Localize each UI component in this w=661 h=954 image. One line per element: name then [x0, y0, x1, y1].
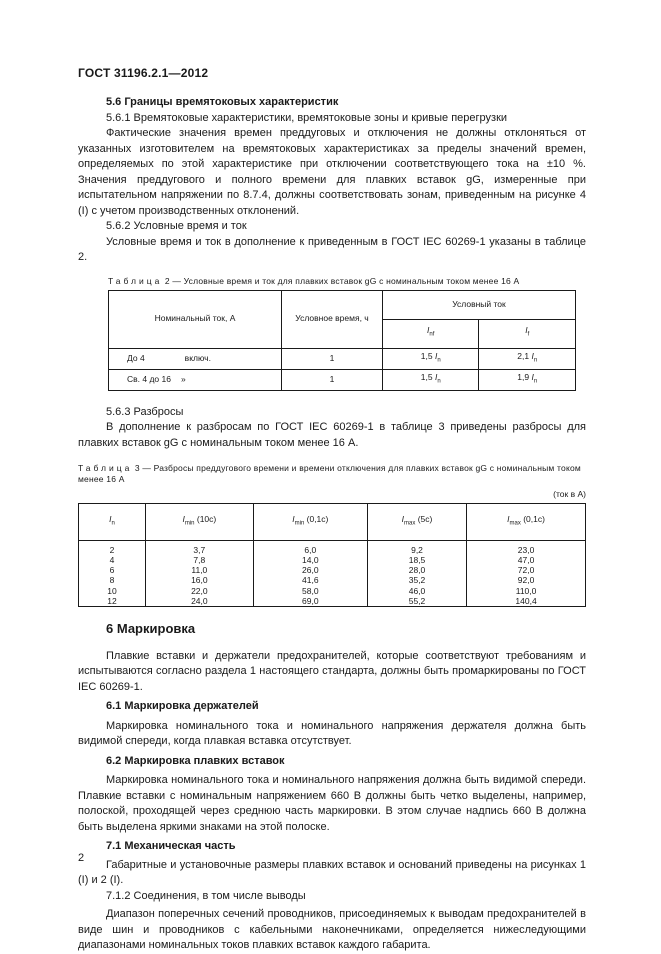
t3-cell: 72,0 [517, 565, 535, 576]
t3-cell: 14,0 [302, 555, 319, 566]
t3-cell: 18,5 [408, 555, 426, 566]
t2-header-inf: $I_{nf}$ [383, 319, 479, 348]
clause-5-6-3-body: В дополнение к разбросам по ГОСТ IEC 60269-1 в таблице 3 приведены разбросы для плавких вставок gG с номинальным током менее 16 А. [78, 421, 586, 449]
table-2-caption-text: 2 — Условные время и ток для плавких вставок gG с номинальным током менее 16 А [164, 275, 520, 286]
page-number: 2 [78, 852, 85, 864]
t3-cell: 23,0 [517, 544, 535, 555]
t3-cell: 9,2 [411, 544, 423, 555]
t2-header-if: $I_f$ [479, 319, 576, 348]
t3-cell: 140,4 [515, 595, 537, 606]
t3-cell: 3,7 [193, 544, 206, 555]
t3-cell: 12 [107, 595, 117, 606]
t3-cell: 26,0 [302, 565, 319, 576]
table-row: Св. 4 до 16 » 1 1,5 $I_n$ 1,9 $I_n$ [109, 369, 576, 390]
t3-cell: 55,2 [408, 595, 426, 606]
clause-6-2-body: Маркировка номинального тока и номинального напряжения должна быть видимой спереди. Плавкие вставки с номинальным напряжением 660 В должны быть четко выделены, например, полоской, проходящей через среднюю часть маркировки. В этом случае надпись 660 В должна быть выделена яркими знаками на этой полоске. [78, 774, 586, 833]
clause-7-1-2-body: Диапазон поперечных сечений проводников, присоединяемых к выводам предохранителей в виде шин и проводников с кабельными наконечниками, определяется нижеследующими диапазонами номинальных токов плавких вставок каждого габарита. [78, 908, 586, 952]
t3-col-imax-5s [367, 540, 466, 606]
t3-cell: 47,0 [517, 555, 535, 566]
t3-cell: 16,0 [191, 575, 208, 586]
table-2-caption [108, 276, 586, 287]
t3-col-in [79, 540, 146, 606]
clause-6-1-body: Маркировка номинального тока и номинального напряжения держателя должна быть видимой спереди, когда плавкая вставка отсутствует. [78, 719, 586, 748]
t3-header-imax-5s: $I_{max}$ (5c) [367, 503, 466, 540]
section-6-intro: Плавкие вставки и держатели предохранителей, которые соответствуют требованиям и испытываются согласно раздела 1 настоящего стандарта, должны быть промаркированы по ГОСТ IEC 60269-1. [78, 649, 586, 693]
t3-header-imin-01s: $I_{min}$ (0,1c) [253, 503, 367, 540]
table-3-units: (ток в А) [553, 489, 586, 500]
t3-col-imin-10s [146, 540, 254, 606]
clause-5-6-2-title: 5.6.2 Условные время и ток [106, 220, 247, 232]
table-3-caption-text: 3 — Разбросы преддугового времени и времени отключения для плавких вставок gG с номинальным током менее 16 А [78, 463, 581, 485]
table-3-caption [78, 463, 586, 485]
t2-header-nominal: Номинальный ток, А [109, 290, 282, 348]
t3-cell: 6 [109, 565, 115, 576]
t3-cell: 11,0 [191, 565, 208, 576]
t3-header-imax-01s: $I_{max}$ (0,1c) [467, 503, 586, 540]
table-row: До 4 включ. 1 1,5 $I_n$ 2,1 $I_n$ [109, 348, 576, 369]
t3-cell: 46,0 [408, 585, 426, 596]
t3-col-imin-01s [253, 540, 367, 606]
t3-cell: 10 [107, 585, 117, 596]
t3-cell: 4 [109, 555, 115, 566]
table-2-caption-word: Таблица [108, 275, 163, 286]
t3-cell: 6,0 [304, 544, 317, 555]
clause-7-1-2-title: 7.1.2 Соединения, в том числе выводы [106, 889, 306, 902]
t3-cell: 7,8 [193, 555, 206, 566]
t3-cell: 22,0 [191, 585, 208, 596]
clause-5-6-3-title: 5.6.3 Разбросы [106, 405, 184, 418]
t3-cell: 8 [109, 575, 115, 586]
t3-cell: 35,2 [408, 575, 426, 586]
t3-cell: 24,0 [191, 595, 208, 606]
t3-cell: 2 [109, 544, 115, 555]
clause-5-6-2-body: Условные время и ток в дополнение к приведенным в ГОСТ IEC 60269-1 указаны в таблице 2. [78, 235, 586, 263]
heading-6-2: 6.2 Маркировка плавких вставок [106, 754, 285, 767]
t3-col-imax-01s [467, 540, 586, 606]
heading-5-6: 5.6 Границы времятоковых характеристик [106, 96, 339, 108]
t3-cell: 58,0 [302, 585, 319, 596]
t3-cell: 110,0 [515, 585, 537, 596]
page-content [78, 92, 586, 954]
table-3-caption-word: Таблица [78, 463, 133, 474]
t3-header-in: $I_n$ [79, 503, 146, 540]
clause-7-1-body: Габаритные и установочные размеры плавких вставок и оснований приведены на рисунках 1 (I) и 2 (I). [78, 858, 586, 887]
t3-cell: 92,0 [517, 575, 535, 586]
heading-7-1: 7.1 Механическая часть [106, 840, 236, 853]
t3-cell: 41,6 [302, 575, 319, 586]
clause-5-6-1-title: 5.6.1 Времятоковые характеристики, времятоковые зоны и кривые перегрузки [106, 111, 508, 124]
table-2 [108, 290, 576, 391]
t3-header-imin-10s: $I_{min}$ (10c) [146, 503, 254, 540]
heading-6-1: 6.1 Маркировка держателей [106, 700, 259, 713]
t2-header-time: Условное время, ч [282, 290, 383, 348]
clause-5-6-1-body: Фактические значения времен преддуговых и отключения не должны отклоняться от указанных изготовителем на времятоковых характеристиках за пределы значений времен, определяемых по этой характеристике при отключении соответствующего тока на ±10 %. Значения преддугового и полного времени для плавких вставок gG, измеренные при испытательном напряжении по 8.7.4, должны соответствовать зонам, приведенным на рисунке 4 (I) с учетом производственных отклонений. [78, 127, 586, 217]
table-3 [78, 503, 586, 607]
heading-6: 6 Маркировка [106, 621, 196, 637]
t3-cell: 69,0 [302, 595, 319, 606]
t2-header-current: Условный ток [383, 290, 576, 319]
t3-cell: 28,0 [408, 565, 426, 576]
document-header: ГОСТ 31196.2.1—2012 [78, 66, 209, 80]
